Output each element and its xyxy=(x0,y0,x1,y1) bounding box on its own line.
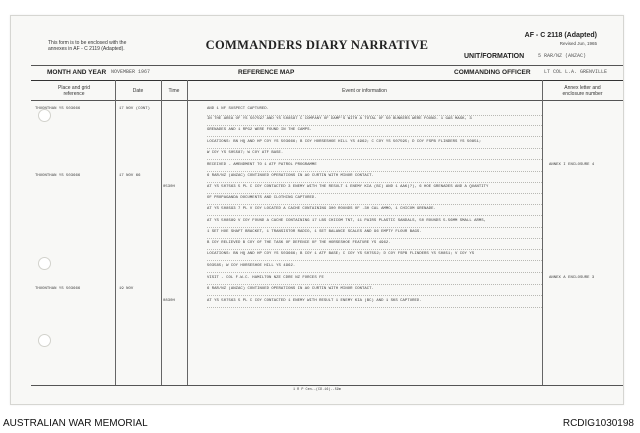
entry-text: GRENADES AND 1 RPG2 WERE FOUND IN THE CAMPS. xyxy=(207,128,312,132)
entry-text: AT YS 508589 V COY FOUND A CACHE CONTAINING 17 LBS CHICOM TNT, 11 PAIRS PLASTIC SANDALS, 50 ROUNDS 5.56MM SMALL ARMS, xyxy=(207,219,487,223)
entry-rule xyxy=(207,307,542,308)
unit-value: 5 RAR/NZ (ANZAC) xyxy=(538,53,587,59)
archive-reference: RCDIG1030198 xyxy=(562,418,634,429)
archive-credit: AUSTRALIAN WAR MEMORIAL xyxy=(3,418,148,429)
entry-text: AT YS 507563 5 PL C COY CONTACTED 1 ENEMY WITH RESULT 1 ENEMY KIA (BC) AND 1 SKS CAPTURED. xyxy=(207,299,422,303)
entry-date: 17 NOV 66 xyxy=(119,174,141,178)
form-title: COMMANDERS DIARY NARRATIVE xyxy=(205,38,429,52)
entry-text: AT YS 508593 7 PL V COY LOCATED A CACHE CONTAINING 300 ROUNDS OF .30 CAL AMMO, 1 CHICOM GRENADE. xyxy=(207,207,436,211)
column-divider xyxy=(542,80,543,385)
entry-text: 1 SET HOE SHAFT BRACKET, 1 TRANSISTOR RADIO, 1 SET BALANCE SCALES AND 96 EMPTY FLOUR BAGS. xyxy=(207,230,422,234)
entry-rule xyxy=(207,227,542,228)
entry-annex: ANNEX A ENCLOSURE 3 xyxy=(549,276,595,280)
column-divider xyxy=(161,80,162,385)
punch-hole xyxy=(38,257,51,270)
commanding-officer-label: COMMANDING OFFICER xyxy=(454,69,531,76)
entry-annex: ANNEX I ENCLOSURE 4 xyxy=(549,163,595,167)
entry-rule xyxy=(207,148,542,149)
entry-rule xyxy=(207,182,542,183)
entry-place: THUONTHAN YS 503666 xyxy=(35,287,81,291)
entry-time: 0830H xyxy=(163,299,175,303)
punch-hole xyxy=(38,334,51,347)
month-year-label: MONTH AND YEAR xyxy=(47,69,107,76)
entry-text: 6 RAR/NZ (ANZAC) CONTINUED OPERATIONS IN AO CURTIN WITH MINOR CONTACT. xyxy=(207,174,374,178)
entry-text: RECEIVED - AMENDMENT TO 1 ATF PATROL PROGRAMME xyxy=(207,163,317,167)
table-head-rule xyxy=(31,100,623,101)
entry-text: LOCATIONS: BN HQ AND HP COY YS 503666; B COY 1 ATF BASE; C COY YS 507552; D COY FSPB FLINDERS YS 50851; V COY YS xyxy=(207,252,475,256)
entry-rule xyxy=(207,171,542,172)
place-column-header: Place and grid reference xyxy=(58,85,90,97)
entry-text: VISIT - COL F.W.C. HAMILTON NZE CDRE NZ FORCES FE xyxy=(207,276,324,280)
entry-rule xyxy=(207,238,542,239)
entry-rule xyxy=(207,249,542,250)
entry-rule xyxy=(207,204,542,205)
commanding-officer-value: LT COL L.A. GRENVILLE xyxy=(544,69,608,75)
reference-map-label: REFERENCE MAP xyxy=(238,69,295,76)
entry-place: THUONTHAN YS 503666 xyxy=(35,174,81,178)
entry-rule xyxy=(207,260,542,261)
time-column-header: Time xyxy=(168,88,180,94)
entry-time: 0530H xyxy=(163,185,175,189)
entry-rule xyxy=(207,136,542,137)
form-revision: Revised Jun, 1965 xyxy=(559,41,597,46)
entry-rule xyxy=(207,295,542,296)
entry-rule xyxy=(207,272,542,273)
entry-text: B COY RELIEVED B COY OF THE TASK OF DEFENCE OF THE HORSESHOE FEATURE YS 4962. xyxy=(207,241,391,245)
print-mark: 1 R P Cen--(CD.16)--59m xyxy=(293,388,341,392)
entry-text: IN THE AREA OF YS 507597 AND YS 508587 C COMPANY OF DAMP'S WITH A TOTAL OF 50 BUNKERS WERE FOUND. 1 GAS MASK, 3 xyxy=(207,117,472,121)
date-column-header: Date xyxy=(132,88,144,94)
entry-text: W COY YS 505587; W COY ATF BASE. xyxy=(207,151,284,155)
unit-label: UNIT/FORMATION xyxy=(464,53,525,60)
table-top-rule xyxy=(31,80,623,81)
entry-rule xyxy=(207,125,542,126)
month-year-value: NOVEMBER 1967 xyxy=(111,69,151,75)
entry-rule xyxy=(207,159,542,160)
entry-place: THUONTHAN YS 503666 xyxy=(35,107,81,111)
event-column-header: Event or information xyxy=(342,88,387,94)
entry-date: 19 NOV xyxy=(119,287,134,291)
entry-text: 503585; W COY HORSESHOE HILL YS 4962. xyxy=(207,264,296,268)
entry-rule xyxy=(207,284,542,285)
table-bottom-rule xyxy=(31,385,623,386)
entry-rule xyxy=(207,115,542,116)
enclosure-note: This form is to be enclosed with the annexes in AF - C 2119 (Adapted). xyxy=(48,40,127,52)
annex-column-header: Annex letter and enclosure number xyxy=(562,85,603,97)
entry-text: AT YS 507563 5 PL C COY CONTACTED 3 ENEMY WITH THE RESULT 1 ENEMY KIA (BC) AND 1 AAK(?), 6 HOE GRENADES AND A QUANTITY xyxy=(207,185,489,189)
entry-rule xyxy=(207,193,542,194)
diary-page xyxy=(10,15,624,405)
entry-date: 17 NOV (CONT) xyxy=(119,107,151,111)
column-divider xyxy=(115,80,116,385)
entry-rule xyxy=(207,215,542,216)
entry-text: AND 1 NF SUSPECT CAPTURED. xyxy=(207,107,270,111)
entry-text: 6 RAR/NZ (ANZAC) CONTINUED OPERATIONS IN AO CURTIN WITH MINOR CONTACT. xyxy=(207,287,374,291)
entry-text: LOCATIONS: BN HQ AND HP COY YS 503666; B COY HORSESHOE HILL YS 4962; C COY YS 507595; D COY FSPB FLINDERS YS 50851; xyxy=(207,140,482,144)
form-number: AF - C 2118 (Adapted) xyxy=(524,32,597,39)
entry-text: OF PROPAGANDA DOCUMENTS AND CLOTHING CAPTURED. xyxy=(207,196,317,200)
column-divider xyxy=(187,80,188,385)
header-rule xyxy=(31,65,623,66)
